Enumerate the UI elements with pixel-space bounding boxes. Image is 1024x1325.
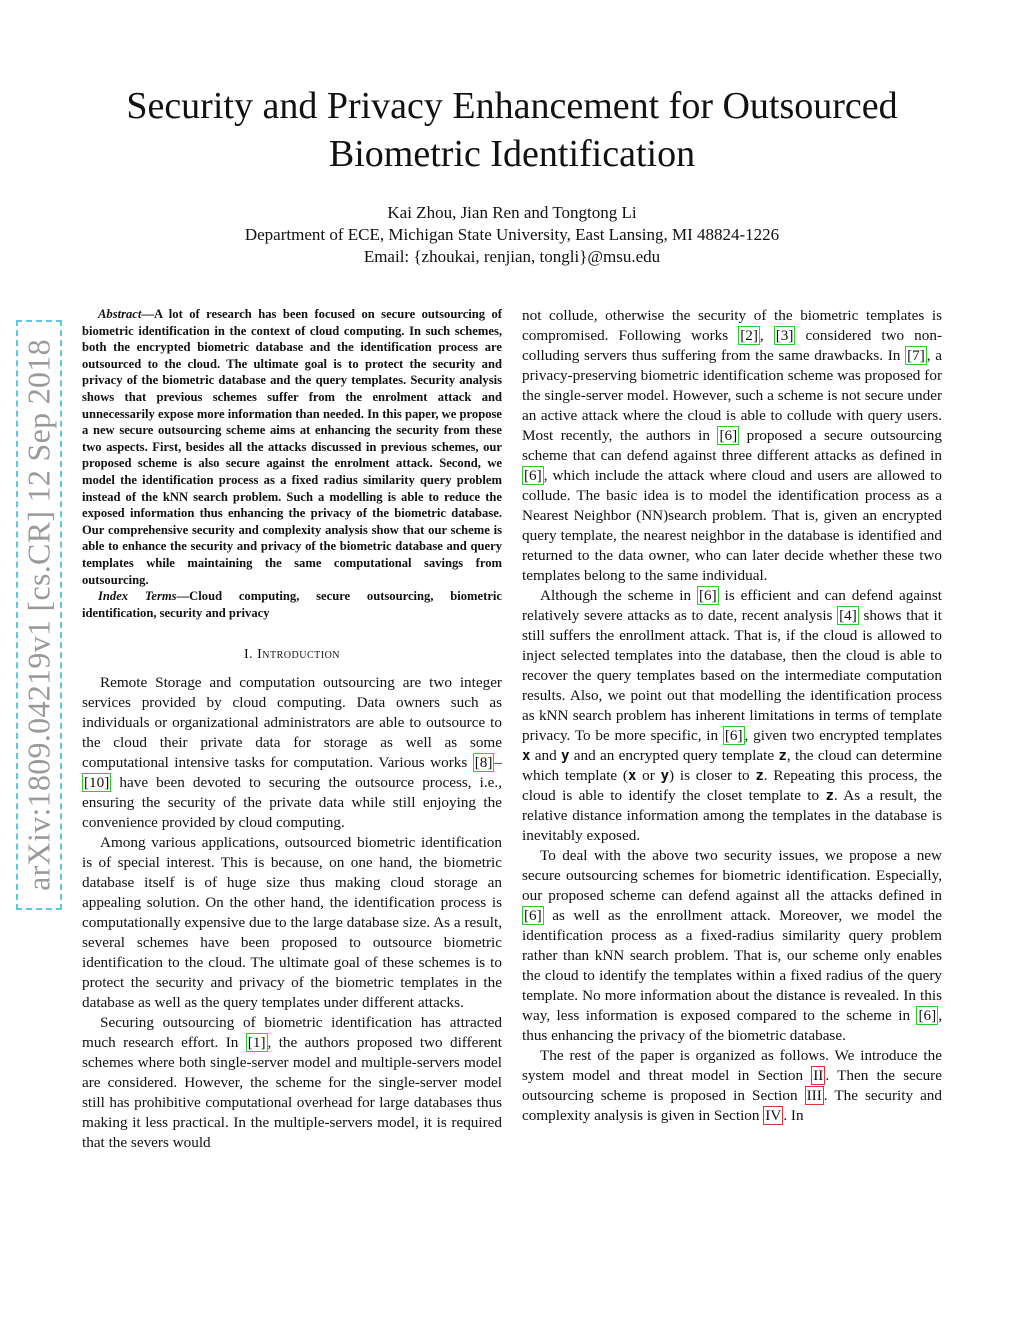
citation-link[interactable]: [7] [907, 347, 925, 364]
text-run: considered two non-colluding servers thus suffering from the same drawbacks. In [522, 327, 943, 364]
text-run: shows that it still suffers the enrollment attack. That is, if the cloud is allowed to inject selected templates into the database, then the cloud is able to recover the query templates based on the intermediate computation results. Also, we point out that modelling the identification process as kNN search problem has inherent limitations in terms of template privacy. To be more specific, in [522, 607, 942, 744]
text-run: as well as the enrollment attack. Moreover, we model the identification process as a fixed-radius similarity query problem rather than kNN search problem. That is, our scheme only enables the cloud to identify the templates within a fixed radius of the query template. No more information about the distance is revealed. In this way, less information is exposed compared to the scheme in [522, 907, 942, 1024]
abstract-lead: Abstract [98, 307, 142, 321]
index-terms: Index Terms—Cloud computing, secure outsourcing, biometric identification, security and privacy [82, 589, 503, 620]
text-run: To deal with the above two security issues, we propose a new secure outsourcing schemes for biometric identification. Especially, our proposed scheme can defend against all the attacks defined in [522, 847, 942, 904]
index-terms-lead: Index Terms [98, 589, 177, 604]
text-run: . The security and complexity analysis is given in Section [522, 1087, 942, 1124]
text-run: . Repeating this process, the cloud is able to identify the closet template to [522, 767, 943, 804]
right-paragraph-4 [522, 1046, 942, 1126]
arxiv-identifier-text: arXiv:1809.04219v1 [cs.CR] 12 Sep 2018 [20, 339, 57, 891]
math-vector-z: z [755, 768, 764, 784]
text-run: , a privacy-preserving biometric identification scheme was proposed for the single-server model. However, such a scheme is not secure under an active attack where the cloud is able to collude with query users. Most recently, the authors in [522, 347, 943, 444]
section-link[interactable]: III [806, 1087, 822, 1104]
citation-link[interactable]: [6] [724, 727, 743, 744]
math-vector-z: z [825, 788, 834, 804]
right-paragraph-1 [522, 306, 942, 586]
section-link[interactable]: IV [765, 1107, 782, 1124]
text-run: , the cloud can determine which template ( [522, 747, 942, 784]
text-run: , [759, 327, 774, 344]
section-link[interactable]: II [813, 1067, 824, 1084]
text-run: , which include the attack where cloud and users are allowed to collude. The basic idea is to model the identification process as a Nearest Neighbor (NN)search problem. That is, given an encrypted query template, the nearest neighbor in the database is identified and returned to the data owner, who can later decide whether these two templates belong to the same individual. [522, 467, 942, 584]
text-run: and [530, 747, 562, 764]
index-terms-text: Cloud computing, secure outsourcing, biometric identification, security and privacy [82, 589, 503, 620]
text-run: is efficient and can defend against relatively severe attacks as to date, recent analysis [522, 587, 942, 624]
citation-link[interactable]: [6] [524, 907, 542, 924]
abstract: Abstract—A lot of research has been focused on secure outsourcing of biometric identification in the context of cloud computing. In such schemes, both the encrypted biometric database and the identification process are outsourced to the cloud. The ultimate goal is to protect the security and privacy of the biometric database and the query templates. Security analysis shows that previous schemes suffer from the enrolment attack and unnecessarily expose more information than needed. In this paper, we propose a new secure outsourcing scheme aims at enhancing the security from these two aspects. First, besides all the attacks discussed in previous schemes, our proposed scheme is also secure against the enrolment attack. Second, we model the identification process as a fixed radius similarity query problem instead of the kNN search problem. Such a modelling is able to reduce the exposed information thus enhancing the privacy of the biometric database. Our comprehensive security and complexity analysis show that our scheme is able to enhance the security and privacy of the biometric database and query templates while maintaining the same computational savings from outsourcing. [82, 307, 502, 587]
left-column [82, 306, 502, 1153]
math-vector-y: y [561, 748, 570, 764]
citation-link[interactable]: [6] [698, 587, 717, 604]
section-heading-introduction: I. Introduction [243, 647, 341, 663]
affiliation: Department of ECE, Michigan State University, East Lansing, MI 48824-1226 [244, 225, 780, 244]
right-paragraph-2 [522, 586, 942, 846]
text-run: , thus enhancing the privacy of the biometric database. [522, 1007, 942, 1044]
citation-link[interactable]: [6] [524, 467, 542, 484]
intro-paragraph-3 [82, 1013, 502, 1153]
math-vector-x: x [627, 768, 637, 784]
text-run: proposed a secure outsourcing scheme that can defend against three different attacks as defined in [522, 427, 942, 464]
abstract-text: A lot of research has been focused on secure outsourcing of biometric identification in the context of cloud computing. In such schemes, both the encrypted biometric database and the identification process are outsourced to the cloud. The ultimate goal is to protect the security and privacy of the biometric database and the query templates. Security analysis shows that previous schemes suffer from the enrolment attack and unnecessarily expose more information than needed. In this paper, we propose a new secure outsourcing scheme aims at enhancing the security from these two aspects. First, besides all the attacks discussed in previous schemes, our proposed scheme is also secure against the enrolment attack. Second, we model the identification process as a fixed radius similarity query problem instead of the kNN search problem. Such a modelling is able to reduce the exposed information thus enhancing the privacy of the biometric database. Our comprehensive security and complexity analysis show that our scheme is able to enhance the security and privacy of the biometric database and query templates while maintaining the same computational savings from outsourcing. [82, 307, 502, 587]
text-run: . In [783, 1107, 804, 1124]
text-run: – [494, 754, 502, 772]
text-run: . As a result, the relative distance information among the templates in the database is inevitably exposed. [522, 787, 943, 844]
citation-link[interactable]: [3] [775, 327, 794, 344]
text-run: ) is closer to [669, 767, 756, 784]
text-run: Remote Storage and computation outsourcing are two integer services provided by cloud computing. Data owners such as individuals or organizational administrators are able to outsource to the cloud their private data for storage as well as some computational intensive tasks for computation. Various works [82, 674, 502, 772]
citation-link[interactable]: [2] [740, 327, 758, 344]
math-vector-x: x [522, 748, 531, 764]
intro-paragraph-2: Among various applications, outsourced biometric identification is of special interest. This is because, on one hand, the biometric database itself is of huge size thus making cloud storage an appealing solution. On the other hand, the identification process is computationally expensive due to the large database size. As a result, several schemes have been proposed to outsource biometric identification to the cloud. The ultimate goal of these schemes is to protect the security and privacy of the biometric templates in the database as well as the query templates under different attacks. [82, 834, 502, 1012]
text-run: have been devoted to securing the outsource process, i.e., ensuring the security of the private data while still enjoying the convenience provided by cloud computing. [82, 774, 502, 832]
text-run: The rest of the paper is organized as follows. We introduce the system model and threat model in Section [522, 1047, 942, 1084]
text-run: Securing outsourcing of biometric identification has attracted much research effort. In [82, 1014, 502, 1052]
citation-link[interactable]: [6] [719, 427, 738, 444]
arxiv-identifier-link[interactable] [16, 320, 62, 910]
math-vector-y: y [660, 768, 670, 784]
email: Email: {zhoukai, renjian, tongli}@msu.edu [363, 247, 661, 266]
author-names: Kai Zhou, Jian Ren and Tongtong Li [387, 203, 637, 222]
text-run: Although the scheme in [540, 587, 697, 604]
paper-title: Security and Privacy Enhancement for Outsourced Biometric Identification [126, 85, 898, 175]
text-run: , the authors proposed two different schemes where both single-server model and multiple-servers model are considered. However, the scheme for the single-server model still has prohibitive computational overhead for large databases thus making it less practical. In the multiple-servers model, it is required that the severs would [82, 1034, 502, 1152]
citation-link[interactable]: [10] [84, 774, 110, 792]
citation-link[interactable]: [8] [474, 754, 493, 772]
intro-paragraph-1 [82, 673, 502, 833]
citation-link[interactable]: [6] [918, 1007, 937, 1024]
text-run: , given two encrypted templates [744, 727, 942, 744]
text-run: . Then the secure outsourcing scheme is proposed in Section [522, 1067, 942, 1104]
author-block [60, 202, 964, 268]
right-column [522, 306, 942, 1126]
text-run: and an encrypted query template [569, 747, 779, 764]
citation-link[interactable]: [1] [247, 1034, 266, 1052]
citation-link[interactable]: [4] [839, 607, 857, 624]
text-run: or [636, 767, 661, 784]
text-run: not collude, otherwise the security of the biometric templates is compromised. Following works [522, 307, 942, 344]
math-vector-z: z [778, 748, 787, 764]
right-paragraph-3 [522, 846, 942, 1046]
